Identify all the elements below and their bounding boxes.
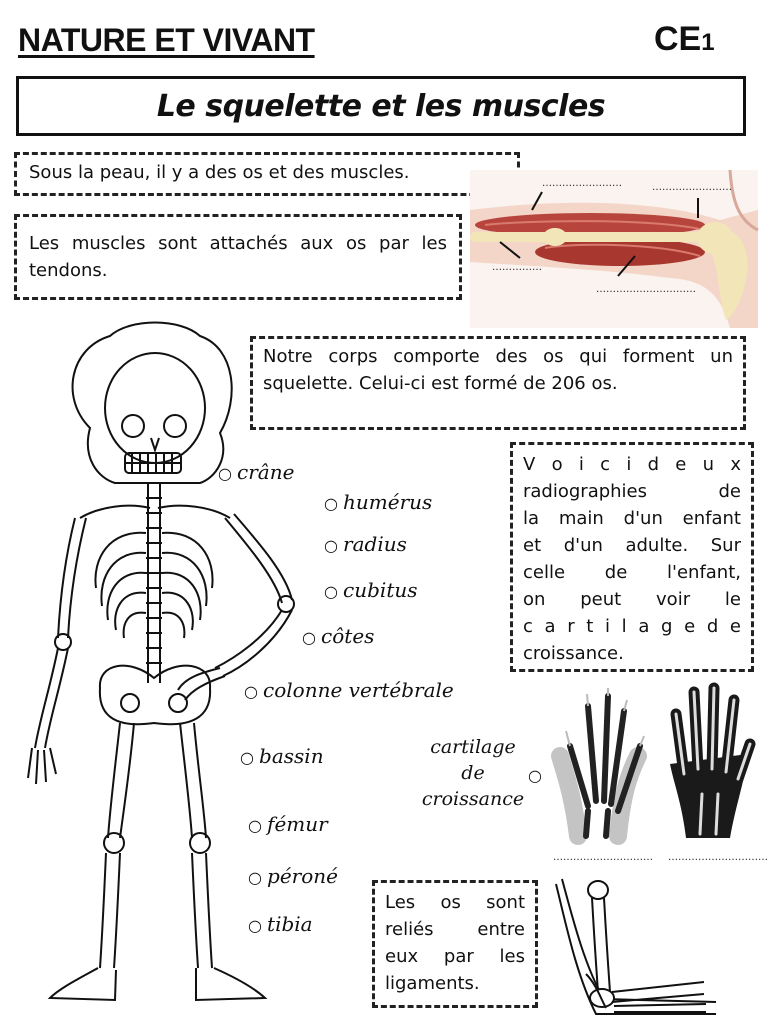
skeleton-text-box: Notre corps comporte des os qui forment un squelette. Celui-ci est formé de 206 os.: [250, 336, 746, 430]
xray-text-box: [510, 442, 754, 672]
cartilage-line: cartilage: [430, 736, 516, 758]
xray-text-line: c a r t i l a g e d e: [523, 616, 741, 637]
xray-adult-hand: [664, 684, 754, 838]
ligaments-text-line: reliés entre: [385, 919, 525, 940]
ligaments-text-box: [372, 880, 538, 1008]
label-colonne-vertebrale: ○ colonne vertébrale: [244, 678, 454, 702]
cartilage-line: de: [461, 762, 485, 784]
xray-child-hand: [548, 686, 648, 836]
xray-child-blank[interactable]: …………………………: [553, 852, 653, 863]
xray-adult-blank[interactable]: …………………………: [668, 852, 768, 863]
label-cotes: ○ côtes: [302, 624, 374, 648]
arm-label-blank-3[interactable]: ……………: [492, 262, 542, 273]
label-crane: ○ crâne: [218, 460, 294, 484]
arm-label-blank-4[interactable]: …………………………: [596, 284, 696, 295]
label-humerus: ○ humérus: [324, 490, 432, 514]
xray-text-line: radiographies de: [523, 481, 741, 502]
cartilage-line: croissance: [421, 788, 525, 810]
label-cubitus: ○ cubitus: [324, 578, 418, 602]
lesson-title: Le squelette et les muscles: [156, 88, 606, 124]
level-heading: [654, 20, 715, 59]
ligaments-text-line: Les os sont: [385, 892, 525, 913]
label-femur: ○ fémur: [248, 812, 328, 836]
label-radius: ○ radius: [324, 532, 407, 556]
arm-bones-illustration: [556, 874, 716, 1020]
xray-text-line: et d'un adulte. Sur: [523, 535, 741, 556]
subject-heading: NATURE ET VIVANT: [18, 22, 315, 58]
arm-label-blank-1[interactable]: ……………………: [542, 178, 622, 189]
arm-label-blank-2[interactable]: ……………………: [652, 182, 732, 193]
xray-text-line: la main d'un enfant: [523, 508, 741, 529]
level-text: CE: [654, 20, 702, 58]
xray-text-line: V o i c i d e u x: [523, 454, 741, 475]
xray-text-line: croissance.: [523, 643, 624, 664]
cartilage-bullet: ○: [528, 766, 542, 785]
skin-text-box: Sous la peau, il y a des os et des muscles.: [14, 152, 520, 196]
xray-text-line: celle de l'enfant,: [523, 562, 741, 583]
ligaments-text-line: eux par les: [385, 946, 525, 967]
lesson-title-box: [16, 76, 746, 136]
label-perone: ○ péroné: [248, 864, 338, 888]
xray-text-line: on peut voir le: [523, 589, 741, 610]
ligaments-text-line: ligaments.: [385, 973, 480, 994]
label-cartilage: [418, 734, 528, 812]
level-number: 1: [701, 29, 715, 56]
label-bassin: ○ bassin: [240, 744, 324, 768]
tendons-text-box: Les muscles sont attachés aux os par les tendons.: [14, 214, 462, 300]
label-tibia: ○ tibia: [248, 912, 313, 936]
arm-muscle-illustration: [470, 170, 758, 328]
